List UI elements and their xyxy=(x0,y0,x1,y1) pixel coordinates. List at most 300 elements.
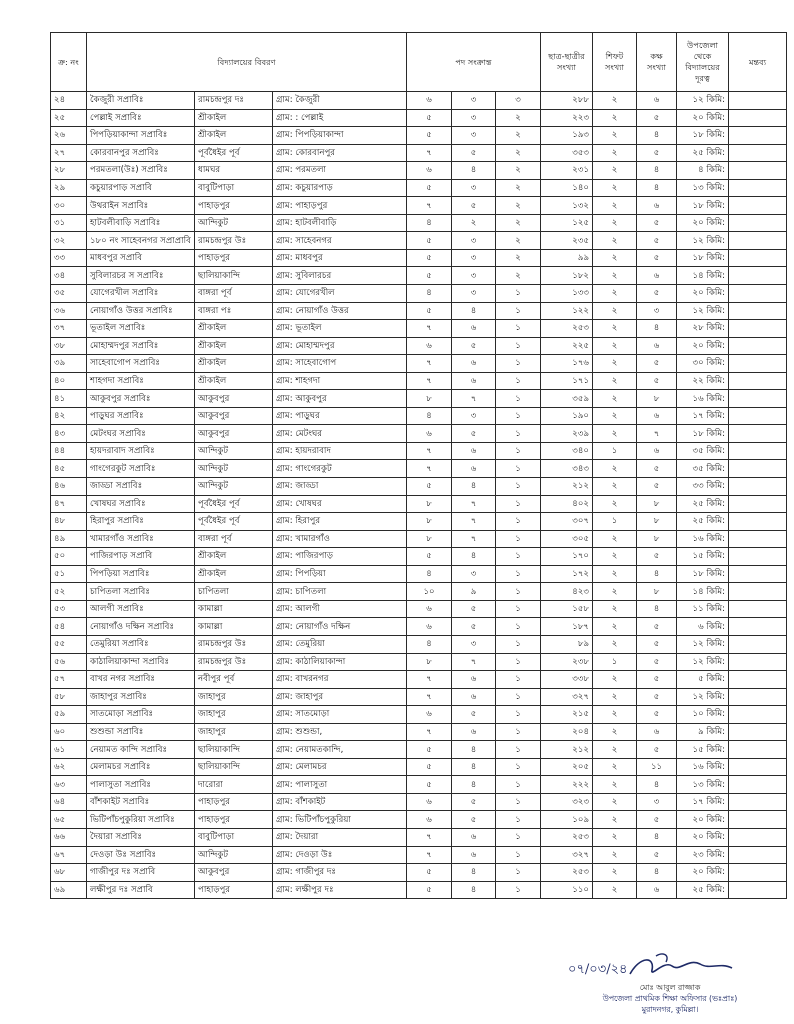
row-students: ১০৯ xyxy=(541,811,593,829)
row-distance: ৯ কিমি: xyxy=(677,723,729,741)
row-serial: ৫০ xyxy=(51,548,87,566)
table-row xyxy=(51,864,787,882)
row-post-vacant: ২ xyxy=(496,109,541,127)
row-shift: ২ xyxy=(593,232,637,250)
table-row xyxy=(51,407,787,425)
row-school-name: লক্ষীপুর দঃ সপ্রাবি xyxy=(87,881,195,899)
row-post-vacant: ১ xyxy=(496,407,541,425)
row-remarks xyxy=(729,881,787,899)
row-rooms: ৫ xyxy=(637,372,677,390)
row-distance: ৬ কিমি: xyxy=(677,618,729,636)
row-remarks xyxy=(729,811,787,829)
row-distance: ১৭ কিমি: xyxy=(677,407,729,425)
table-row xyxy=(51,688,787,706)
row-distance: ২০ কিমি: xyxy=(677,285,729,303)
row-post-vacant: ১ xyxy=(496,600,541,618)
row-post-total: ৫ xyxy=(407,864,452,882)
row-serial: ৪৬ xyxy=(51,478,87,496)
row-post-filled: ২ xyxy=(452,214,496,232)
row-serial: ৩৪ xyxy=(51,267,87,285)
row-rooms: ৫ xyxy=(637,214,677,232)
row-post-vacant: ১ xyxy=(496,495,541,513)
row-students: ৮৯ xyxy=(541,635,593,653)
row-union: আকুবপুর xyxy=(195,390,273,408)
signature-date: ০৭/০৩/২৪ xyxy=(568,962,628,977)
row-village: গ্রাম: পাড়ুঘর xyxy=(273,407,407,425)
row-post-filled: ৩ xyxy=(452,635,496,653)
row-students: ৩২৭ xyxy=(541,846,593,864)
row-remarks xyxy=(729,390,787,408)
row-school-name: সুবিলারচর স সপ্রাবিঃ xyxy=(87,267,195,285)
header-posts: পদ সংক্রান্ত xyxy=(407,33,541,92)
row-school-name: ভূতাইল সপ্রাবিঃ xyxy=(87,320,195,338)
row-distance: ১৫ কিমি: xyxy=(677,741,729,759)
row-school-name: ভিটিপাঁচপুকুরিয়া সপ্রাবিঃ xyxy=(87,811,195,829)
row-remarks xyxy=(729,92,787,110)
row-serial: ৩৫ xyxy=(51,285,87,303)
row-union: দারোরা xyxy=(195,776,273,794)
row-village: গ্রাম: নেয়ামতকান্দি, xyxy=(273,741,407,759)
row-school-name: খোষঘর সপ্রাবিঃ xyxy=(87,495,195,513)
row-rooms: ৫ xyxy=(637,355,677,373)
row-village: গ্রাম: পিপড়িয়া xyxy=(273,565,407,583)
row-union: আন্দিকুট xyxy=(195,214,273,232)
row-post-total: ৬ xyxy=(407,618,452,636)
row-remarks xyxy=(729,179,787,197)
row-rooms: ৫ xyxy=(637,688,677,706)
officer-title: উপজেলা প্রাথমিক শিক্ষা অফিসার (ভঃপ্রাঃ) xyxy=(602,994,738,1003)
row-rooms: ৮ xyxy=(637,583,677,601)
row-students: ১৭০ xyxy=(541,548,593,566)
row-rooms: ৫ xyxy=(637,460,677,478)
row-post-filled: ৫ xyxy=(452,793,496,811)
row-village: গ্রাম: গাংগেরকুট xyxy=(273,460,407,478)
header-students: ছাত্র-ছাত্রীর সংখ্যা xyxy=(541,33,593,92)
row-post-filled: ৪ xyxy=(452,864,496,882)
row-remarks xyxy=(729,197,787,215)
row-serial: ৪০ xyxy=(51,372,87,390)
row-village: গ্রাম: পিপড়িয়াকান্দা xyxy=(273,127,407,145)
row-post-total: ৮ xyxy=(407,653,452,671)
table-row xyxy=(51,881,787,899)
row-distance: ১৩ কিমি: xyxy=(677,179,729,197)
row-post-vacant: ১ xyxy=(496,302,541,320)
table-row xyxy=(51,355,787,373)
row-shift: ২ xyxy=(593,811,637,829)
row-post-total: ৫ xyxy=(407,249,452,267)
row-students: ২৮৮ xyxy=(541,92,593,110)
row-remarks xyxy=(729,530,787,548)
table-row xyxy=(51,706,787,724)
row-post-total: ৬ xyxy=(407,337,452,355)
row-remarks xyxy=(729,355,787,373)
row-post-filled: ৫ xyxy=(452,144,496,162)
row-post-filled: ৩ xyxy=(452,232,496,250)
row-union: পাহাড়পুর xyxy=(195,811,273,829)
row-union: শ্রীকাইল xyxy=(195,320,273,338)
row-students: ২৫৩ xyxy=(541,320,593,338)
table-row xyxy=(51,653,787,671)
row-post-total: ৫ xyxy=(407,302,452,320)
row-distance: ১৮ কিমি: xyxy=(677,249,729,267)
row-remarks xyxy=(729,127,787,145)
row-union: আন্দিকুট xyxy=(195,460,273,478)
row-union: রামচন্দ্রপুর উঃ xyxy=(195,635,273,653)
table-row xyxy=(51,495,787,513)
row-union: জাহাপুর xyxy=(195,723,273,741)
row-post-total: ৬ xyxy=(407,162,452,180)
row-village: গ্রাম: সাতমোড়া xyxy=(273,706,407,724)
row-village: গ্রাম: মেলামচর xyxy=(273,758,407,776)
row-distance: ৫ কিমি: xyxy=(677,671,729,689)
row-post-filled: ৩ xyxy=(452,127,496,145)
row-rooms: ৮ xyxy=(637,390,677,408)
row-shift: ২ xyxy=(593,723,637,741)
row-distance: ১২ কিমি: xyxy=(677,302,729,320)
row-shift: ২ xyxy=(593,197,637,215)
row-distance: ১৬ কিমি: xyxy=(677,530,729,548)
row-serial: ৬৪ xyxy=(51,793,87,811)
row-post-vacant: ১ xyxy=(496,618,541,636)
row-school-name: হায়দরাবাদ সপ্রাবিঃ xyxy=(87,442,195,460)
row-serial: ৫৬ xyxy=(51,653,87,671)
row-rooms: ৪ xyxy=(637,828,677,846)
row-post-total: ৫ xyxy=(407,776,452,794)
row-students: ২১২ xyxy=(541,741,593,759)
row-village: গ্রাম: নোয়াগাঁও উত্তর xyxy=(273,302,407,320)
row-serial: ৪৭ xyxy=(51,495,87,513)
row-post-vacant: ২ xyxy=(496,144,541,162)
row-post-vacant: ১ xyxy=(496,864,541,882)
header-rooms: কক্ষ সংখ্যা xyxy=(637,33,677,92)
row-village: গ্রাম: কাঠালিয়াকান্দা xyxy=(273,653,407,671)
row-serial: ২৯ xyxy=(51,179,87,197)
officer-name: মোঃ আবুল রাজ্জাক xyxy=(639,983,701,992)
row-shift: ২ xyxy=(593,618,637,636)
row-students: ৩২৭ xyxy=(541,688,593,706)
row-village: গ্রাম: গাজীপুর দঃ xyxy=(273,864,407,882)
row-serial: ৫৯ xyxy=(51,706,87,724)
table-row xyxy=(51,249,787,267)
row-post-total: ৭ xyxy=(407,460,452,478)
table-row xyxy=(51,197,787,215)
row-distance: ২৫ কিমি: xyxy=(677,495,729,513)
header-distance: উপজেলা থেকে বিদ্যালয়ের দূরত্ব xyxy=(677,33,729,92)
row-post-total: ৭ xyxy=(407,723,452,741)
table-row xyxy=(51,828,787,846)
table-row xyxy=(51,793,787,811)
row-union: আকুবপুর xyxy=(195,864,273,882)
row-rooms: ৮ xyxy=(637,513,677,531)
row-post-total: ৭ xyxy=(407,197,452,215)
row-remarks xyxy=(729,337,787,355)
row-remarks xyxy=(729,442,787,460)
row-shift: ২ xyxy=(593,635,637,653)
row-village: গ্রাম: বাখরনগর xyxy=(273,671,407,689)
row-shift: ২ xyxy=(593,530,637,548)
row-rooms: ৪ xyxy=(637,320,677,338)
row-school-name: মেলামচর সপ্রাবিঃ xyxy=(87,758,195,776)
row-post-vacant: ১ xyxy=(496,776,541,794)
row-distance: ১৫ কিমি: xyxy=(677,548,729,566)
header-shift: শিফট সংখ্যা xyxy=(593,33,637,92)
table-row xyxy=(51,390,787,408)
row-students: ২২৩ xyxy=(541,109,593,127)
row-post-total: ৫ xyxy=(407,109,452,127)
signature-block xyxy=(560,952,780,1015)
row-village: গ্রাম: জাড্ডা xyxy=(273,478,407,496)
row-serial: ৫২ xyxy=(51,583,87,601)
row-post-filled: ৩ xyxy=(452,249,496,267)
row-school-name: পালাসুতা সপ্রাবিঃ xyxy=(87,776,195,794)
row-distance: ১২ কিমি: xyxy=(677,653,729,671)
row-union: বাবুটিপাড়া xyxy=(195,828,273,846)
row-union: পূর্বধৈইর পূর্ব xyxy=(195,513,273,531)
row-rooms: ৪ xyxy=(637,162,677,180)
row-post-total: ৭ xyxy=(407,144,452,162)
row-post-filled: ৩ xyxy=(452,267,496,285)
row-students: ৩০৫ xyxy=(541,530,593,548)
row-village: গ্রাম: সাহেবাগোপ xyxy=(273,355,407,373)
row-village: গ্রাম: তেমুরিয়া xyxy=(273,635,407,653)
row-school-name: পেল্লাই সপ্রাবিঃ xyxy=(87,109,195,127)
row-post-total: ৮ xyxy=(407,390,452,408)
row-distance: ১৮ কিমি: xyxy=(677,425,729,443)
row-post-total: ৭ xyxy=(407,671,452,689)
row-remarks xyxy=(729,758,787,776)
row-distance: ২৮ কিমি: xyxy=(677,320,729,338)
row-village: গ্রাম: হায়দরাবাদ xyxy=(273,442,407,460)
row-post-total: ৬ xyxy=(407,811,452,829)
row-shift: ২ xyxy=(593,846,637,864)
row-school-name: মেটংঘর সপ্রাবিঃ xyxy=(87,425,195,443)
row-rooms: ৫ xyxy=(637,671,677,689)
row-rooms: ৫ xyxy=(637,548,677,566)
row-students: ২০৪ xyxy=(541,723,593,741)
table-row xyxy=(51,92,787,110)
row-students: ৩৪৩ xyxy=(541,460,593,478)
row-post-vacant: ১ xyxy=(496,881,541,899)
row-shift: ২ xyxy=(593,758,637,776)
row-rooms: ৬ xyxy=(637,337,677,355)
row-union: পাহাড়পুর xyxy=(195,197,273,215)
row-students: ১৭২ xyxy=(541,565,593,583)
header-remarks: মন্তব্য xyxy=(729,33,787,92)
row-distance: ১৮ কিমি: xyxy=(677,127,729,145)
row-post-filled: ৬ xyxy=(452,688,496,706)
row-shift: ২ xyxy=(593,337,637,355)
row-post-total: ১০ xyxy=(407,583,452,601)
row-remarks xyxy=(729,478,787,496)
row-serial: ৪২ xyxy=(51,407,87,425)
row-rooms: ৪ xyxy=(637,127,677,145)
row-village: গ্রাম: যোগেরখীল xyxy=(273,285,407,303)
row-post-total: ৫ xyxy=(407,548,452,566)
row-post-filled: ৩ xyxy=(452,285,496,303)
row-post-filled: ৭ xyxy=(452,530,496,548)
row-village: গ্রাম: কোরবানপুর xyxy=(273,144,407,162)
row-students: ৩৩৮ xyxy=(541,671,593,689)
row-school-name: দেওড়া উঃ সপ্রাবিঃ xyxy=(87,846,195,864)
row-union: ধামঘর xyxy=(195,162,273,180)
row-students: ২৩৯ xyxy=(541,425,593,443)
row-school-name: নেয়ামত কান্দি সপ্রাবিঃ xyxy=(87,741,195,759)
row-shift: ২ xyxy=(593,179,637,197)
row-serial: ৫৩ xyxy=(51,600,87,618)
row-school-name: কাঠালিয়াকান্দা সপ্রাবিঃ xyxy=(87,653,195,671)
row-serial: ৬২ xyxy=(51,758,87,776)
row-post-total: ৫ xyxy=(407,741,452,759)
row-post-filled: ৫ xyxy=(452,706,496,724)
row-shift: ১ xyxy=(593,513,637,531)
row-rooms: ৭ xyxy=(637,425,677,443)
row-village: গ্রাম: বাঁশকাইট xyxy=(273,793,407,811)
row-rooms: ৩ xyxy=(637,302,677,320)
row-post-vacant: ২ xyxy=(496,214,541,232)
row-post-filled: ৬ xyxy=(452,355,496,373)
row-union: জাহাপুর xyxy=(195,688,273,706)
row-post-vacant: ১ xyxy=(496,548,541,566)
row-school-name: হাটবলীবাড়ি সপ্রাবিঃ xyxy=(87,214,195,232)
row-shift: ২ xyxy=(593,741,637,759)
table-row xyxy=(51,372,787,390)
row-shift: ১ xyxy=(593,442,637,460)
row-union: নবীপুর পূর্ব xyxy=(195,671,273,689)
row-post-total: ৭ xyxy=(407,688,452,706)
row-shift: ২ xyxy=(593,285,637,303)
row-post-vacant: ১ xyxy=(496,793,541,811)
table-row xyxy=(51,548,787,566)
row-post-vacant: ১ xyxy=(496,442,541,460)
row-post-filled: ৪ xyxy=(452,881,496,899)
row-post-total: ৫ xyxy=(407,881,452,899)
row-village: গ্রাম: কৈজুরী xyxy=(273,92,407,110)
row-remarks xyxy=(729,635,787,653)
row-village: গ্রাম: হাটবলীবাড়ি xyxy=(273,214,407,232)
row-union: ছালিয়াকান্দি xyxy=(195,741,273,759)
row-school-name: মাধবপুর সপ্রাবি xyxy=(87,249,195,267)
row-village: গ্রাম: পরমতলা xyxy=(273,162,407,180)
row-union: পাহাড়পুর xyxy=(195,793,273,811)
table-row xyxy=(51,635,787,653)
row-shift: ২ xyxy=(593,495,637,513)
row-post-vacant: ১ xyxy=(496,530,541,548)
row-school-name: তেমুরিয়া সপ্রাবিঃ xyxy=(87,635,195,653)
row-post-total: ৬ xyxy=(407,92,452,110)
row-distance: ২০ কিমি: xyxy=(677,828,729,846)
row-distance: ১৩ কিমি: xyxy=(677,776,729,794)
row-post-vacant: ১ xyxy=(496,671,541,689)
row-post-vacant: ২ xyxy=(496,127,541,145)
row-distance: ২০ কিমি: xyxy=(677,811,729,829)
table-row xyxy=(51,776,787,794)
table-row xyxy=(51,478,787,496)
officer-office: মুরাদনগর, কুমিল্লা। xyxy=(641,1005,699,1014)
row-remarks xyxy=(729,232,787,250)
row-post-filled: ৪ xyxy=(452,741,496,759)
row-post-vacant: ১ xyxy=(496,828,541,846)
row-post-total: ৭ xyxy=(407,355,452,373)
row-serial: ৬০ xyxy=(51,723,87,741)
table-row xyxy=(51,671,787,689)
header-row xyxy=(51,33,787,92)
row-serial: ২৫ xyxy=(51,109,87,127)
row-remarks xyxy=(729,688,787,706)
row-post-total: ৬ xyxy=(407,793,452,811)
row-village: গ্রাম: দৈয়ারা xyxy=(273,828,407,846)
row-shift: ২ xyxy=(593,881,637,899)
row-serial: ৬৮ xyxy=(51,864,87,882)
row-remarks xyxy=(729,671,787,689)
row-distance: ১৮ কিমি: xyxy=(677,565,729,583)
row-rooms: ৮ xyxy=(637,530,677,548)
row-distance: ১২ কিমি: xyxy=(677,232,729,250)
row-rooms: ৫ xyxy=(637,285,677,303)
row-post-filled: ৪ xyxy=(452,758,496,776)
row-distance: ১১ কিমি: xyxy=(677,600,729,618)
row-remarks xyxy=(729,828,787,846)
row-shift: ২ xyxy=(593,249,637,267)
row-school-name: দৈয়ারা সপ্রাবিঃ xyxy=(87,828,195,846)
row-school-name: সাতমোড়া সপ্রাবিঃ xyxy=(87,706,195,724)
row-school-name: নোয়াগাঁও উত্তর সপ্রাবিঃ xyxy=(87,302,195,320)
row-remarks xyxy=(729,513,787,531)
row-students: ৩৫৯ xyxy=(541,390,593,408)
row-post-filled: ৬ xyxy=(452,372,496,390)
row-students: ১৩৩ xyxy=(541,285,593,303)
row-rooms: ৫ xyxy=(637,741,677,759)
row-village: গ্রাম: জাহাপুর xyxy=(273,688,407,706)
row-post-filled: ৫ xyxy=(452,425,496,443)
row-post-filled: ৬ xyxy=(452,460,496,478)
row-post-vacant: ২ xyxy=(496,179,541,197)
row-union: শ্রীকাইল xyxy=(195,127,273,145)
row-post-filled: ৭ xyxy=(452,513,496,531)
row-post-filled: ৬ xyxy=(452,723,496,741)
row-distance: ২৫ কিমি: xyxy=(677,513,729,531)
table-row xyxy=(51,425,787,443)
row-students: ১৩২ xyxy=(541,197,593,215)
row-serial: ৫১ xyxy=(51,565,87,583)
row-remarks xyxy=(729,548,787,566)
row-school-name: পাজিরপাড় সপ্রাবি xyxy=(87,548,195,566)
row-remarks xyxy=(729,741,787,759)
row-serial: ৬৩ xyxy=(51,776,87,794)
row-shift: ২ xyxy=(593,109,637,127)
row-post-vacant: ১ xyxy=(496,653,541,671)
row-students: ৩০৭ xyxy=(541,513,593,531)
row-post-total: ৫ xyxy=(407,267,452,285)
row-village: গ্রাম: পাজিরপাড় xyxy=(273,548,407,566)
row-post-filled: ৩ xyxy=(452,565,496,583)
row-school-name: মোহাম্মদপুর সপ্রাবিঃ xyxy=(87,337,195,355)
row-union: শ্রীকাইল xyxy=(195,337,273,355)
row-distance: ২০ কিমি: xyxy=(677,109,729,127)
row-distance: ২৫ কিমি: xyxy=(677,881,729,899)
row-remarks xyxy=(729,302,787,320)
row-union: ছালিয়াকান্দি xyxy=(195,758,273,776)
row-post-filled: ৩ xyxy=(452,407,496,425)
table-row xyxy=(51,758,787,776)
row-rooms: ৬ xyxy=(637,442,677,460)
row-shift: ২ xyxy=(593,583,637,601)
row-post-vacant: ২ xyxy=(496,197,541,215)
row-post-vacant: ১ xyxy=(496,741,541,759)
row-union: শ্রীকাইল xyxy=(195,548,273,566)
row-students: ১৮২ xyxy=(541,267,593,285)
row-post-vacant: ১ xyxy=(496,285,541,303)
row-post-total: ৪ xyxy=(407,214,452,232)
